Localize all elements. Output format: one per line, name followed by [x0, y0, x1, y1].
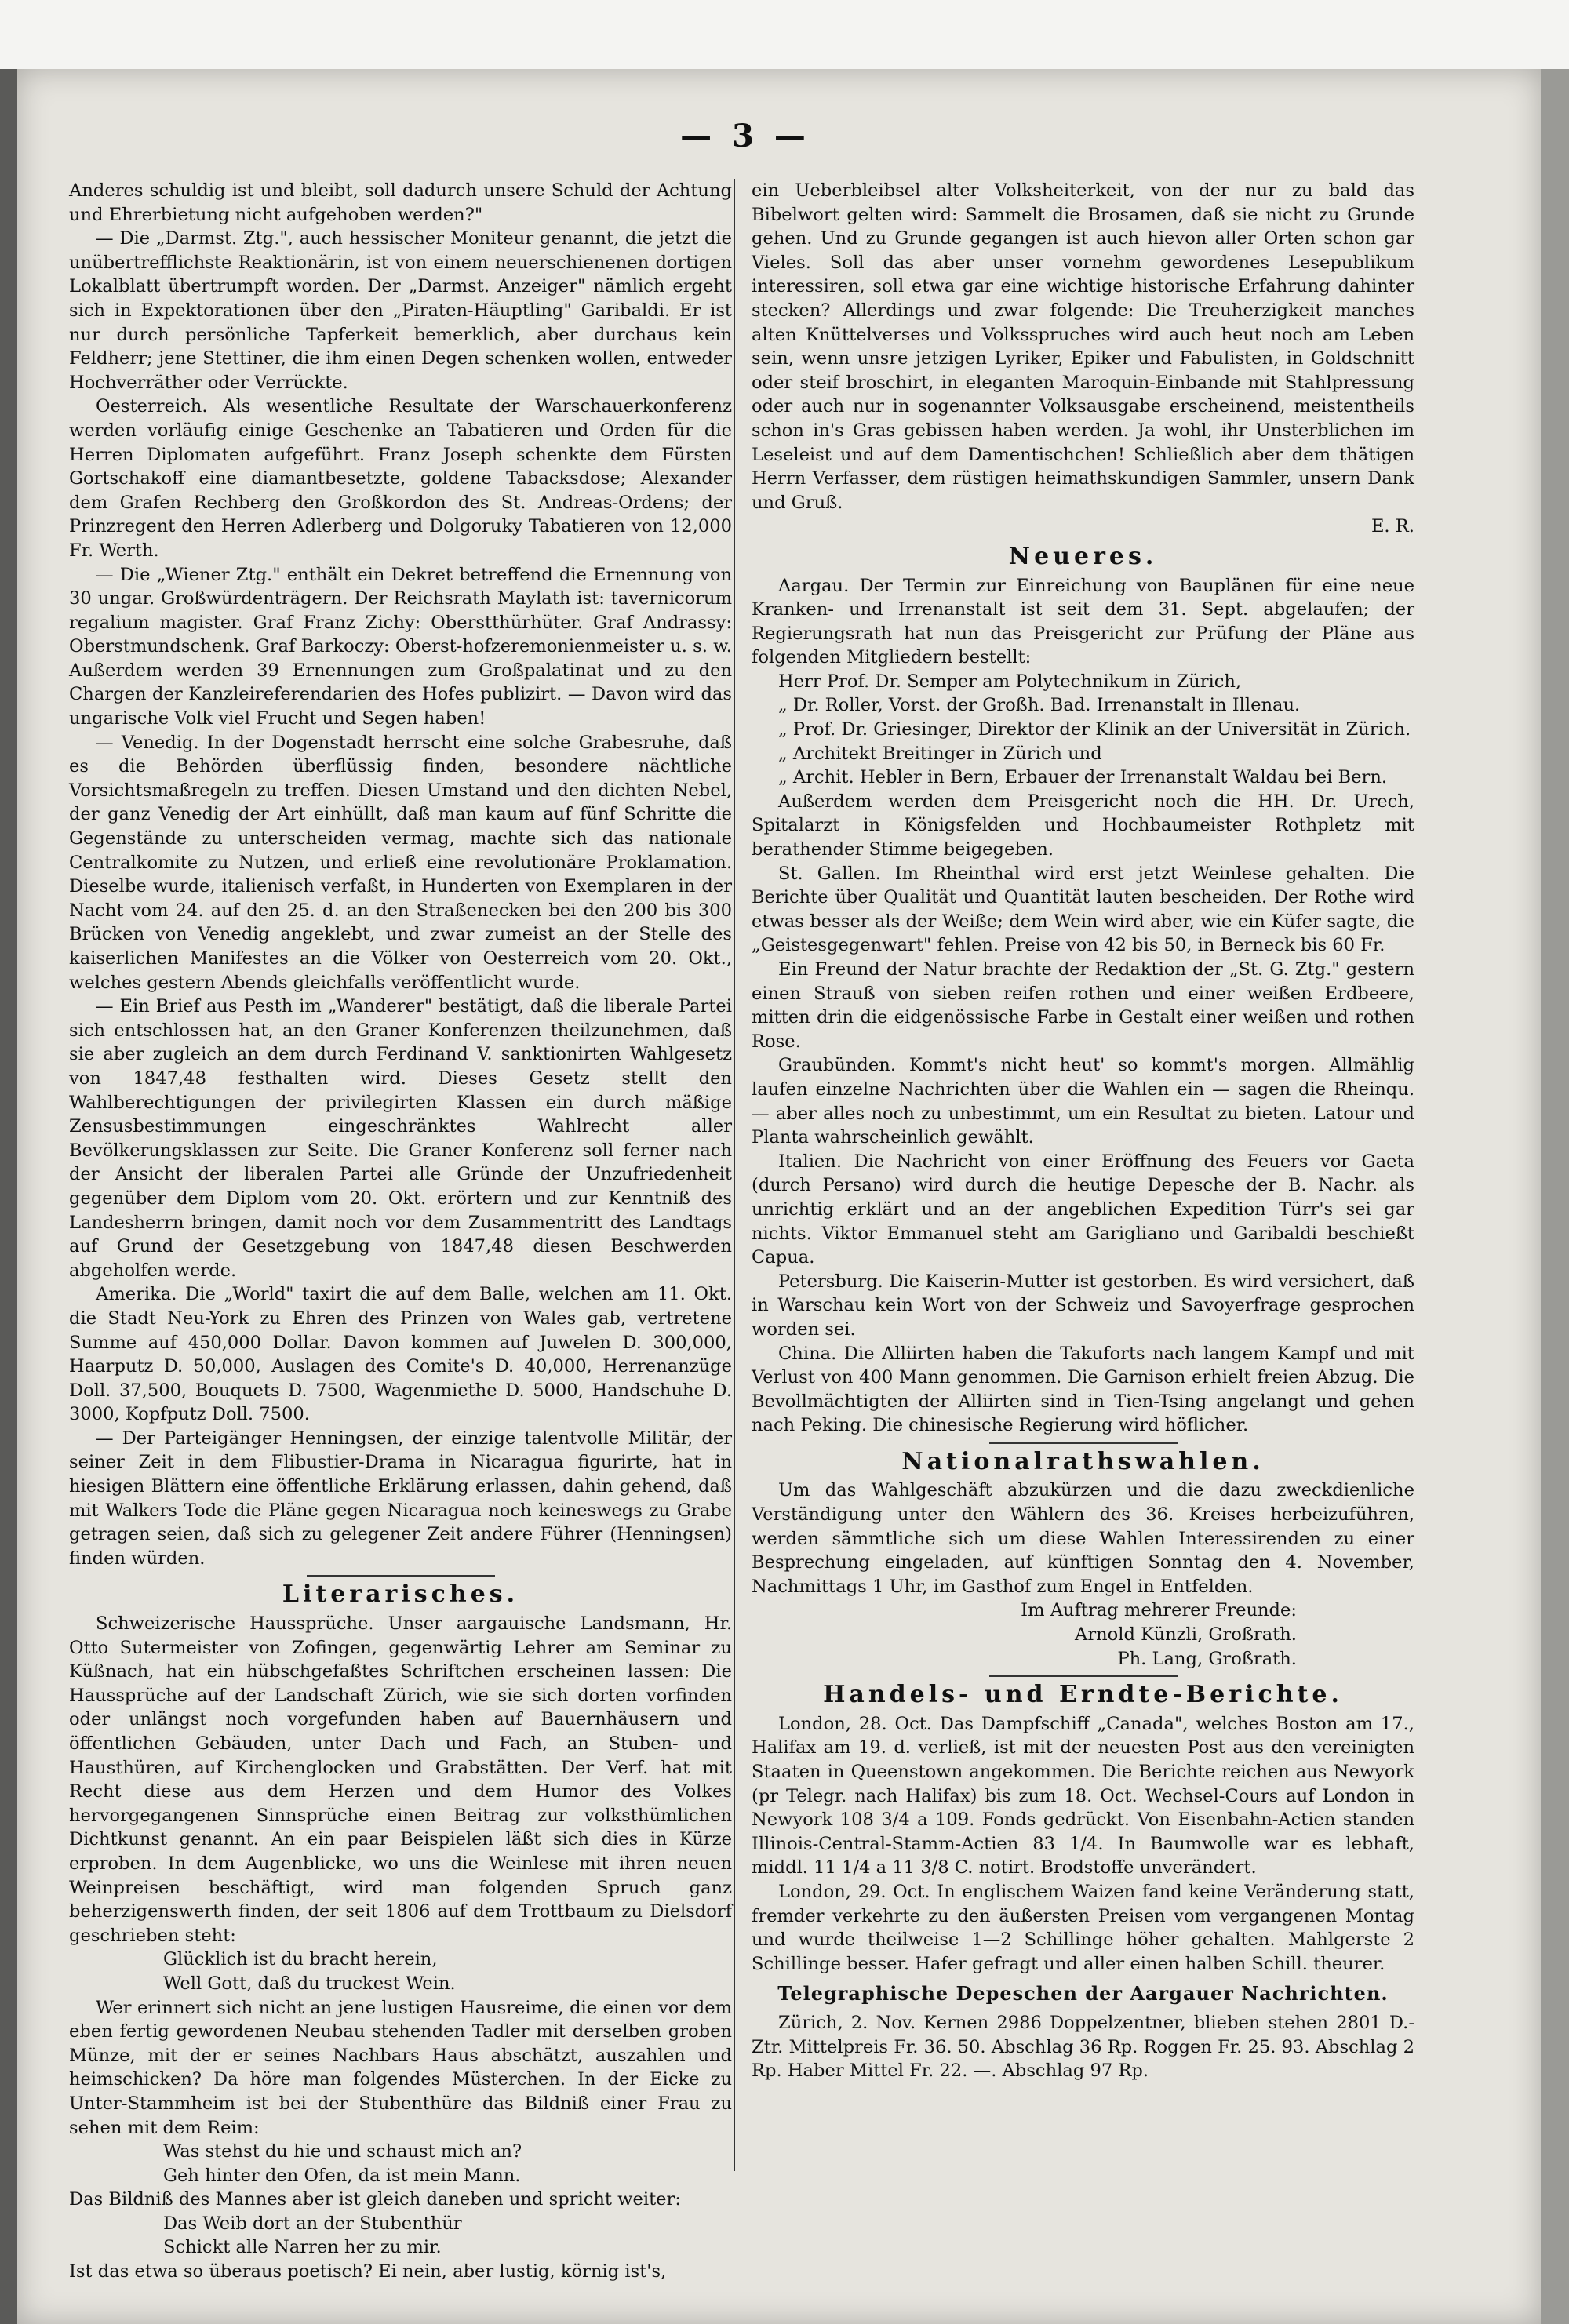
- list-item: „ Prof. Dr. Griesinger, Direktor der Klinik an der Universität in Zürich.: [778, 719, 1411, 740]
- section-divider: [989, 1675, 1178, 1677]
- paragraph: China. Die Alliirten haben die Takuforts nach langem Kampf und mit Verlust von 400 Mann genommen. Die Garnison erhielt freien Abzug. Die Bevollmächtigten der Alliirten sind in Tien-Tsing angelangt und gehen nach Peking. Die chinesische Regierung wird höflicher.: [752, 1343, 1414, 1436]
- paragraph: — Venedig. In der Dogenstadt herrscht eine solche Grabesruhe, daß es die Behörden überflüssig finden, besondere nächtliche Vorsichtsmaßregeln zu treffen. Diesen Umstand und den dichten Nebel, der ganz Venedig der Art einhüllt, daß man kaum auf fünf Schritte die Gegenstände zu unterscheiden vermag, machte sich das nationale Centralkomite zu Nutzen, und erließ eine revolutionäre Proklamation. Dieselbe wurde, italienisch verfaßt, in Hunderten von Exemplaren in der Nacht vom 24. auf den 25. d. an den Straßenecken bei den 200 bis 300 Brücken von Venedig angeklebt, und zwar zumeist an der Stelle des kaiserlichen Manifestes an die Völker von Oesterreich vom 20. Okt., welches gestern Abends gleichfalls veröffentlicht wurde.: [69, 732, 732, 993]
- author-signature: E. R.: [1371, 516, 1414, 537]
- paragraph: Italien. Die Nachricht von einer Eröffnung des Feuers vor Gaeta (durch Persano) wird durch die heutige Depesche der B. Nachr. als unrichtig erklärt und an der angeblichen Expedition Türr's sei gar nichts. Viktor Emmanuel steht am Garigliano und Garibaldi beschießt Capua.: [752, 1151, 1414, 1268]
- paragraph: Ist das etwa so überaus poetisch? Ei nein, aber lustig, körnig ist's,: [69, 2261, 667, 2282]
- column-divider: [734, 179, 735, 2171]
- paragraph: Oesterreich. Als wesentliche Resultate der Warschauerkonferenz werden vorläufig einige Geschenke an Tabatieren und Orden für die Herren Diplomaten aufgeführt. Franz Joseph schenkte dem Fürsten Gortschakoff eine diamantbesetzte, goldene Tabacksdose; Alexander dem Grafen Rechberg den Großkordon des St. Andreas-Ordens; der Prinzregent den Herren Adlerberg und Dolgoruky Tabatieren von 12,000 Fr. Werth.: [69, 396, 732, 561]
- list-item: „ Archit. Hebler in Bern, Erbauer der Irrenanstalt Waldau bei Bern.: [778, 767, 1388, 788]
- verse-line: Geh hinter den Ofen, da ist mein Mann.: [163, 2165, 521, 2186]
- left-column: [69, 179, 732, 2284]
- paragraph: ein Ueberbleibsel alter Volksheiterkeit, von der nur zu bald das Bibelwort gelten wird: Sammelt die Brosamen, daß sie nicht zu Grunde gehen. Und zu Grunde gegangen ist auch hievon aller Orten schon gar Vieles. Soll das aber unser vornehm gewordenes Lesepublikum interessiren, soll etwa gar eine wichtige historische Erfahrung dahinter stecken? Allerdings und zwar folgende: Die Treuherzigkeit manches alten Knüttelverses und Volksspruches wird auch heut noch am Leben sein, wenn unsre jetzigen Lyriker, Epiker und Fabulisten, in Goldschnitt oder steif broschirt, in eleganten Maroquin-Einbande mit Stahlpressung oder auch nur in sogenannter Volksausgabe erscheinend, meistentheils schon in's Gras gebissen haben werden. Ja wohl, ihr Unsterblichen im Leseleist und auf dem Damentischchen! Schließlich aber dem thätigen Herrn Verfasser, dem rüstigen heimathskundigen Sammler, unsern Dank und Gruß.: [752, 180, 1414, 513]
- paragraph: St. Gallen. Im Rheinthal wird erst jetzt Weinlese gehalten. Die Berichte über Qualität und Quantität lauten bescheiden. Der Rothe wird etwas besser als der Weiße; dem Wein wird aber, wie ein Küfer sagte, die „Geistesgegenwart" fehlen. Preise von 42 bis 50, in Berneck bis 60 Fr.: [752, 863, 1414, 956]
- section-divider: [307, 1575, 495, 1577]
- list-item: „ Dr. Roller, Vorst. der Großh. Bad. Irrenanstalt in Illenau.: [778, 695, 1301, 716]
- paragraph: London, 28. Oct. Das Dampfschiff „Canada", welches Boston am 17., Halifax am 19. d. verließ, ist mit der neuesten Post aus den vereinigten Staaten in Queenstown angekommen. Die Berichte reichen aus Newyork (pr Telegr. nach Halifax) bis zum 18. Oct. Wechsel-Cours auf London in Newyork 108 3/4 a 109. Fonds gedrückt. Von Eisenbahn-Actien standen Illinois-Central-Stamm-Actien 83 1/4. In Baumwolle war es lebhaft, middl. 11 1/4 a 11 3/8 C. notirt. Brodstoffe unverändert.: [752, 1713, 1414, 1878]
- verse-line: Glücklich ist du bracht herein,: [163, 1949, 438, 1970]
- section-heading-telegraphische-depeschen: Telegraphische Depeschen der Aargauer Nachrichten.: [777, 1982, 1389, 2006]
- verse-line: Well Gott, daß du truckest Wein.: [163, 1973, 456, 1994]
- paragraph: Um das Wahlgeschäft abzukürzen und die dazu zweckdienliche Verständigung unter den Wählern des 36. Kreises herbeizuführen, werden sämmtliche sich um diese Wahlen Interessirenden zu einer Besprechung eingeladen, auf künftigen Sonntag den 4. November, Nachmittags 1 Uhr, im Gasthof zum Engel in Entfelden.: [752, 1480, 1414, 1597]
- paragraph: Außerdem werden dem Preisgericht noch die HH. Dr. Urech, Spitalarzt in Königsfelden und Hochbaumeister Rothpletz mit berathender Stimme beigegeben.: [752, 791, 1414, 860]
- paragraph: Petersburg. Die Kaiserin-Mutter ist gestorben. Es wird versichert, daß in Warschau kein Wort von der Schweiz und Savoyerfrage gesprochen worden sei.: [752, 1271, 1414, 1340]
- paragraph: — Der Parteigänger Henningsen, der einzige talentvolle Militär, der seiner Zeit in dem Flibustier-Drama in Nicaragua figurirte, hat in hiesigen Blättern eine öffentliche Erklärung erlassen, dahin gehend, daß mit Walkers Tode die Pläne gegen Nicaragua noch keineswegs zu Grabe getragen seien, daß sich zu gelegener Zeit andere Führer (Henningsen) finden würden.: [69, 1427, 732, 1569]
- page-number: — 3 —: [680, 118, 810, 155]
- section-heading-neueres: Neueres.: [1008, 542, 1158, 570]
- paragraph: London, 29. Oct. In englischem Waizen fand keine Veränderung statt, fremder verkehrte zu den äußersten Preisen vom vergangenen Montag und wurde theilweise 1—2 Schillinge höher gehalten. Mahlgerste 2 Schillinge besser. Hafer gefragt und aller einen halben Schill. theurer.: [752, 1881, 1414, 1974]
- verse-line: Was stehst du hie und schaust mich an?: [163, 2141, 522, 2162]
- paragraph: Anderes schuldig ist und bleibt, soll dadurch unsere Schuld der Achtung und Ehrerbietung nicht aufgehoben werden?": [69, 180, 732, 225]
- paragraph: Wer erinnert sich nicht an jene lustigen Hausreime, die einen vor dem eben fertig gewordenen Neubau stehenden Tadler mit derselben groben Münze, mit der er seines Nachbars Haus abschätzt, auszahlen und heimschicken? Da höre man folgendes Müsterchen. In der Eicke zu Unter-Stammheim ist bei der Stubenthüre das Bildniß einer Frau zu sehen mit dem Reim:: [69, 1997, 732, 2138]
- scan-right-edge: [1541, 69, 1569, 2324]
- paragraph: — Ein Brief aus Pesth im „Wanderer" bestätigt, daß die liberale Partei sich entschlossen hat, an den Graner Konferenzen theilzunehmen, daß sie aber zugleich an dem durch Ferdinand V. sanktionirten Wahlgesetz von 1847,48 festhalten wird. Dieses Gesetz stellt den Wahlberechtigungen der privilegirten Klassen ein durch mäßige Zensusbestimmungen eingeschränktes Wahlrecht aller Bevölkerungsklassen zur Seite. Die Graner Konferenz soll ferner nach der Ansicht der liberalen Partei alle Gründe der Unzufriedenheit gegenüber dem Diplom vom 20. Okt. erörtern und zur Kenntniß des Landesherrn bringen, damit noch vor dem Zusammentritt des Landtags auf Grund der Gesetzgebung von 1847,48 diesen Beschwerden abgeholfen werde.: [69, 996, 732, 1281]
- paragraph: Ein Freund der Natur brachte der Redaktion der „St. G. Ztg." gestern einen Strauß von sieben reifen rothen und einer weißen Erdbeere, mitten drin die eidgenössische Farbe in Gestalt einer weißen und rothen Rose.: [752, 959, 1414, 1052]
- signature-line: Ph. Lang, Großrath.: [1117, 1648, 1297, 1669]
- paragraph: — Die „Wiener Ztg." enthält ein Dekret betreffend die Ernennung von 30 ungar. Großwürdenträgern. Der Reichsrath Maylath ist: tavernicorum regalium magister. Graf Franz Zichy: Oberstthürhüter. Graf Andrassy: Oberstmundschenk. Graf Barkoczy: Oberst-hofzeremonienmeister u. s. w. Außerdem werden 39 Ernennungen zum Großpalatinat und zu den Chargen der Kanzleireferendarien des Hofes publizirt. — Davon wird das ungarische Volk viel Frucht und Segen haben!: [69, 564, 732, 729]
- right-column: [752, 179, 1414, 2083]
- section-heading-nationalrathswahlen: Nationalrathswahlen.: [901, 1447, 1265, 1475]
- paragraph: Graubünden. Kommt's nicht heut' so kommt's morgen. Allmählig laufen einzelne Nachrichten über die Wahlen ein — sagen die Rheinqu. — aber alles noch zu unbestimmt, um ein Resultat zu bieten. Latour und Planta wahrscheinlich gewählt.: [752, 1055, 1414, 1148]
- verse-line: Das Weib dort an der Stubenthür: [163, 2213, 462, 2234]
- signature-line: Arnold Künzli, Großrath.: [1075, 1624, 1297, 1646]
- section-divider: [989, 1442, 1178, 1444]
- verse-line: Schickt alle Narren her zu mir.: [163, 2237, 442, 2258]
- section-heading-literarisches: Literarisches.: [282, 1580, 519, 1609]
- section-heading-handelsberichte: Handels- und Erndte-Berichte.: [823, 1681, 1343, 1709]
- paragraph: Schweizerische Haussprüche. Unser aargauische Landsmann, Hr. Otto Sutermeister von Zofingen, gegenwärtig Lehrer am Seminar zu Küßnach, hat ein hübschgefaßtes Schriftchen erscheinen lassen: Die Haussprüche auf der Landschaft Zürich, wie sie sich dorten vorfinden oder unlängst noch vorgefunden haben auf Bauernhäusern und öffentlichen Gebäuden, unter Dach und Fach, an Stuben- und Hausthüren, auf Kirchenglocken und Grabstätten. Der Verf. hat mit Recht diese aus dem Herzen und dem Humor des Volkes hervorgegangenen Sinnsprüche einen Beitrag zur volksthümlichen Dichtkunst genannt. An ein paar Beispielen läßt sich dies in Kürze erproben. In dem Augenblicke, wo uns die Weinlese mit ihren neuen Weinpreisen beschäftigt, wird man folgenden Spruch ganz beherzigenswerth finden, der seit 1806 auf dem Trottbaum zu Dielsdorf geschrieben steht:: [69, 1613, 732, 1946]
- paragraph: Das Bildniß des Mannes aber ist gleich daneben und spricht weiter:: [69, 2189, 681, 2210]
- paragraph: Amerika. Die „World" taxirt die auf dem Balle, welchen am 11. Okt. die Stadt Neu-York zu Ehren des Prinzen von Wales gab, vertretene Summe auf 450,000 Dollar. Davon kommen auf Juwelen D. 300,000, Haarputz D. 50,000, Auslagen des Comite's D. 40,000, Herrenanzüge Doll. 37,500, Bouquets D. 7500, Wagenmiethe D. 5000, Handschuhe D. 3000, Kopfputz Doll. 7500.: [69, 1284, 732, 1425]
- paragraph: — Die „Darmst. Ztg.", auch hessischer Moniteur genannt, die jetzt die unübertrefflichste Reaktionärin, ist von einem neuerschienenen dortigen Lokalblatt übertrumpft worden. Der „Darmst. Anzeiger" nämlich ergeht sich in Expektorationen über den „Piraten-Häuptling" Garibaldi. Er ist nur durch persönliche Tapferkeit bemerklich, aber durchaus kein Feldherr; jene Stettiner, die ihm einen Degen schenken wollen, entweder Hochverräther oder Verrückte.: [69, 228, 732, 393]
- scan-top-margin: [0, 0, 1569, 69]
- list-item: „ Architekt Breitinger in Zürich und: [778, 743, 1102, 764]
- signature-line: Im Auftrag mehrerer Freunde:: [1021, 1600, 1297, 1621]
- paragraph: Aargau. Der Termin zur Einreichung von Bauplänen für eine neue Kranken- und Irrenanstalt ist seit dem 31. Sept. abgelaufen; der Regierungsrath hat nun das Preisgericht zur Prüfung der Pläne aus folgenden Mitgliedern bestellt:: [752, 575, 1414, 668]
- list-item: Herr Prof. Dr. Semper am Polytechnikum in Zürich,: [778, 671, 1242, 692]
- paragraph: Zürich, 2. Nov. Kernen 2986 Doppelzentner, blieben stehen 2801 D.-Ztr. Mittelpreis Fr. 36. 50. Abschlag 36 Rp. Roggen Fr. 25. 93. Abschlag 2 Rp. Haber Mittel Fr. 22. —. Abschlag 97 Rp.: [752, 2012, 1415, 2082]
